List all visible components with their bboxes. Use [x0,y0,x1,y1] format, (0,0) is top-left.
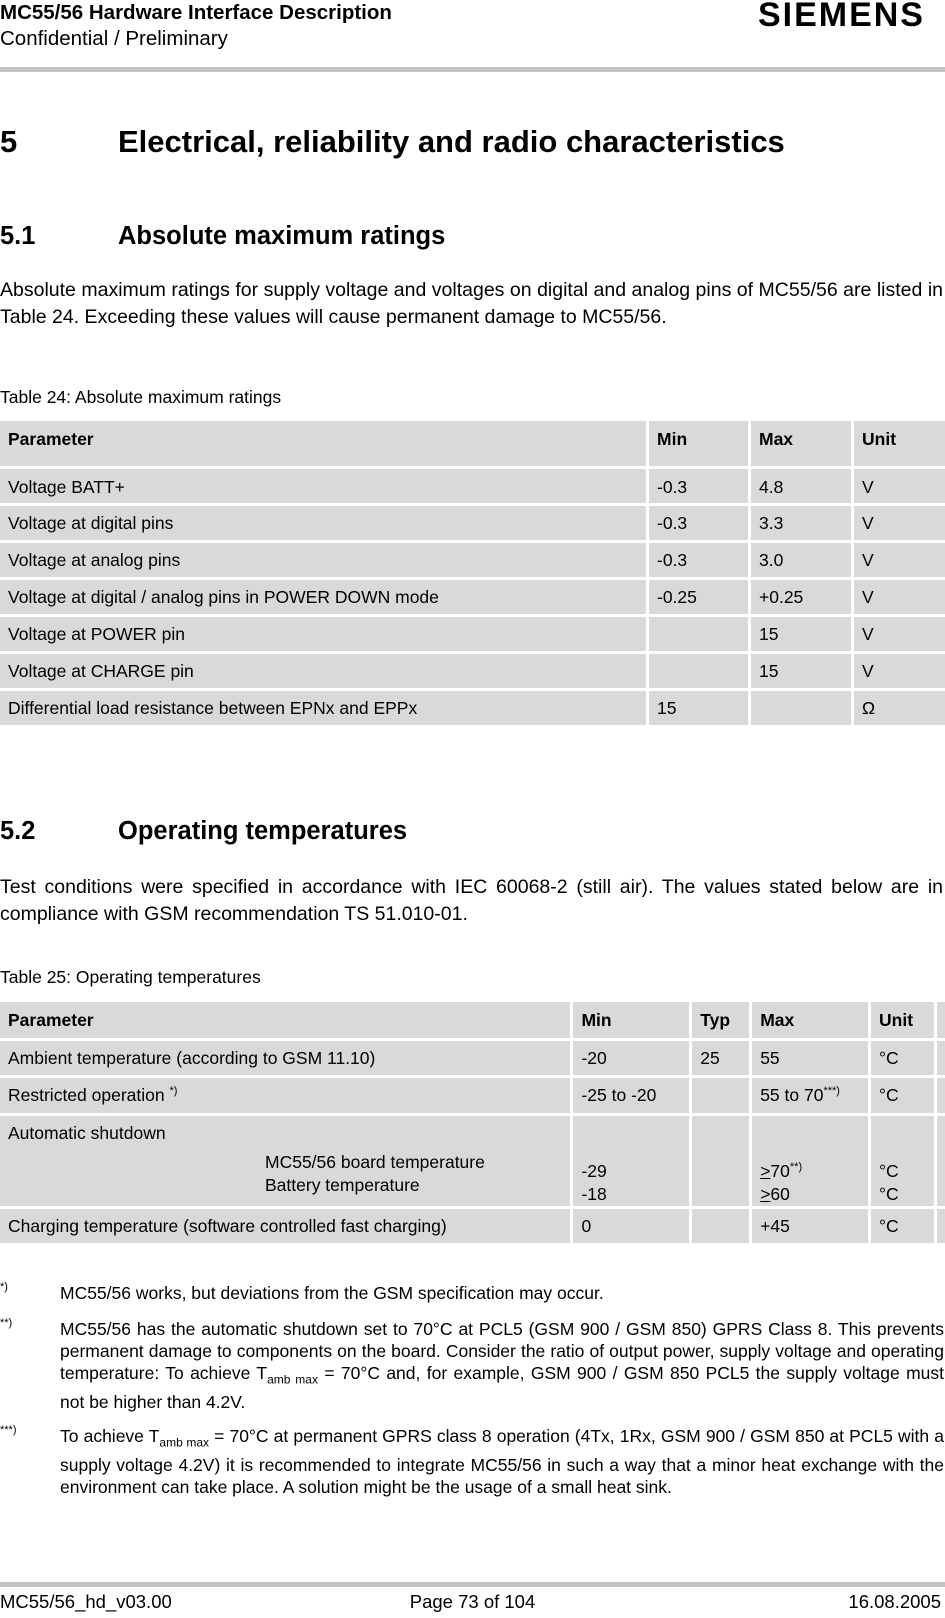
table-row [0,1041,945,1078]
cell-spacer [937,1116,945,1209]
parameter-text: Automatic shutdown [8,1123,166,1143]
cell-min: -0.3 [649,506,751,543]
cell-parameter [0,1116,573,1209]
cell-max: +0.25 [751,580,854,617]
cell-min [649,654,751,691]
subscript: amb max [159,1435,210,1450]
sub-parameter: MC55/56 board temperature [265,1152,485,1172]
document-title: MC55/56 Hardware Interface Description [0,1,392,24]
section-5-2-paragraph: Test conditions were specified in accordance with IEC 60068-2 (still air). The values stated below are in compliance with GSM recommendation TS 51.010-01. [0,876,943,925]
footer-page-number: Page 73 of 104 [409,1591,536,1612]
table-25-caption: Table 25: Operating temperatures [0,967,261,987]
cell-parameter: Voltage at digital / analog pins in POWER DOWN mode [0,580,649,617]
max-text: 60 [770,1184,790,1204]
sub-parameter: Battery temperature [265,1175,420,1195]
cell-parameter: Voltage at digital pins [0,506,649,543]
cell-max: 15 [751,654,854,691]
max-value [760,1160,868,1183]
cell-min: -0.3 [649,543,751,580]
cell-unit: Ω [854,691,945,728]
table-header-row [0,421,945,469]
footer-rule [0,1582,945,1587]
cell-unit: °C [871,1041,937,1078]
section-number: 5.2 [0,817,36,845]
section-title: Operating temperatures [118,817,408,845]
cell-min: 15 [649,691,751,728]
cell-parameter: Voltage BATT+ [0,469,649,506]
max-text: 70 [770,1161,790,1181]
footnote-text-part: To achieve T [60,1426,160,1446]
table-row [0,1078,945,1116]
cell-min: -25 to -20 [573,1078,692,1116]
table-header-row [0,1002,945,1041]
table-row [0,543,945,580]
cell-typ [692,1116,752,1209]
min-value: -29 [581,1161,607,1181]
subscript: amb max [267,1372,318,1387]
cell-parameter: Voltage at POWER pin [0,617,649,654]
cell-unit: V [854,617,945,654]
parameter-text: Restricted operation [8,1085,170,1105]
cell-parameter: Differential load resistance between EPNx and EPPx [0,691,649,728]
cell-max [751,691,854,728]
header-max: Max [751,421,854,469]
footer-document-id: MC55/56_hd_v03.00 [0,1591,172,1612]
cell-typ [692,1209,752,1246]
table-row [0,1116,945,1209]
footnote-text: MC55/56 works, but deviations from the GSM specification may occur. [60,1283,604,1303]
section-title: Electrical, reliability and radio characteristics [118,124,785,159]
table-24 [0,421,945,728]
table-row [0,580,945,617]
footnote-text-part: = 70°C and, for example, GSM 900 / GSM 850 PCL5 the supply voltage must not be higher than 4.2V. [60,1363,944,1412]
footnote-text [60,1425,944,1498]
cell-unit: °C [871,1078,937,1116]
cell-unit: °C [871,1209,937,1246]
cell-min: 0 [573,1209,692,1246]
ge-symbol: > [760,1184,771,1204]
document-subtitle: Confidential / Preliminary [0,27,228,50]
header-spacer [937,1002,945,1041]
cell-typ [692,1078,752,1116]
cell-parameter: Charging temperature (software controlled fast charging) [0,1209,573,1246]
cell-parameter: Voltage at analog pins [0,543,649,580]
cell-parameter: Ambient temperature (according to GSM 11.10) [0,1041,573,1078]
header-typ: Typ [692,1002,752,1041]
cell-min: -0.25 [649,580,751,617]
header-min: Min [573,1002,692,1041]
ge-symbol: > [760,1161,771,1181]
cell-min [649,617,751,654]
cell-max: 55 [752,1041,871,1078]
footnote-ref: ***) [823,1085,840,1098]
unit-value: °C [879,1161,899,1181]
cell-parameter: Voltage at CHARGE pin [0,654,649,691]
cell-min [573,1116,692,1209]
footer-date: 16.08.2005 [848,1591,941,1612]
cell-max: +45 [752,1209,871,1246]
footnote-text-part: = 70°C at permanent GPRS class 8 operation (4Tx, 1Rx, GSM 900 / GSM 850 at PCL5 with a supply voltage 4.2V) it is recommended to integrate MC55/56 in such a way that a minor heat exchange with the environment can take place. A solution might be the usage of a small heat sink. [60,1426,944,1497]
footnote-mark: **) [0,1317,13,1329]
table-row [0,691,945,728]
table-row [0,617,945,654]
header-min: Min [649,421,751,469]
table-row [0,654,945,691]
footnote-mark: *) [0,1281,8,1293]
unit-value: °C [879,1184,899,1204]
cell-max: 15 [751,617,854,654]
header-parameter: Parameter [0,421,649,469]
cell-min: -20 [573,1041,692,1078]
section-number: 5.1 [0,222,36,250]
table-row [0,506,945,543]
cell-unit: V [854,580,945,617]
table-row [0,1209,945,1246]
cell-max: 3.0 [751,543,854,580]
section-title: Absolute maximum ratings [118,222,446,250]
max-text: 55 to 70 [760,1085,824,1105]
header-unit: Unit [854,421,945,469]
cell-max: 4.8 [751,469,854,506]
cell-unit: V [854,654,945,691]
cell-unit: V [854,506,945,543]
footnote-text-part: MC55/56 has the automatic shutdown set to 70°C at PCL5 (GSM 900 / GSM 850) GPRS Class 8. This prevents permanent damage to components on the board. Consider the ratio of output power, supply voltage and operating temperature: To achieve T [60,1319,944,1383]
cell-spacer [937,1209,945,1246]
max-value [760,1183,868,1206]
header-rule [0,67,945,72]
footnote-mark: ***) [0,1424,17,1436]
siemens-logo: SIEMENS [757,0,925,34]
cell-unit: V [854,469,945,506]
header-max: Max [752,1002,871,1041]
cell-parameter [0,1078,573,1116]
table-row [0,469,945,506]
footnote-ref: **) [789,1161,803,1174]
cell-min: -0.3 [649,469,751,506]
cell-unit [871,1116,937,1209]
cell-typ: 25 [692,1041,752,1078]
footnote-ref: *) [169,1085,178,1098]
cell-max: 3.3 [751,506,854,543]
header-parameter: Parameter [0,1002,573,1041]
cell-unit: V [854,543,945,580]
table-25 [0,1002,945,1246]
cell-max [752,1078,871,1116]
footnote-text [60,1318,944,1413]
header-unit: Unit [871,1002,937,1041]
table-24-caption: Table 24: Absolute maximum ratings [0,387,282,407]
section-number: 5 [0,124,18,159]
cell-max [752,1116,871,1209]
section-5-1-paragraph: Absolute maximum ratings for supply voltage and voltages on digital and analog pins of MC55/56 are listed in Table 24. Exceeding these values will cause permanent damage to MC55/56. [0,279,943,328]
cell-spacer [937,1041,945,1078]
cell-spacer [937,1078,945,1116]
min-value: -18 [581,1184,607,1204]
